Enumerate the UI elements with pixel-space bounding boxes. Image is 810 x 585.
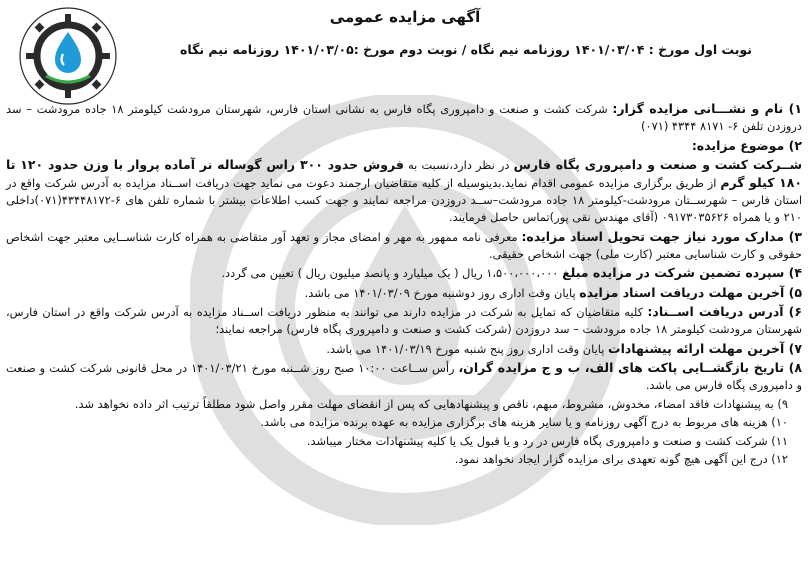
- publication-dates: نوبت اول مورخ : ۱۴۰۱/۰۳/۰۴ روزنامه نیم نگاه / نوبت دوم مورخ :۱۴۰۱/۰۳/۰۵ روزنامه نیم نگاه: [180, 42, 752, 57]
- section-4-label: ۴) سپرده تضمین شرکت در مزایده مبلغ: [562, 265, 802, 280]
- section-6-text: کلیه متقاضیان که تمایل به شرکت در مزایده دارند می توانند به منظور دریافت اســناد مزایده به آدرس شرکت واقع در استان فارس، شهرستان مرودشت کیلومتر ۱۸ جاده مرودشت – سد دروزدن (شرکت کشت و صنعت و دامپروری پگاه فارس) مراجعه نمایند؛: [6, 305, 802, 336]
- section-6-label: ۶) آدرس دریافت اســناد:: [647, 304, 802, 319]
- section-6: [6, 303, 802, 338]
- section-1: [6, 100, 802, 135]
- section-7-label: ۷) آخرین مهلت ارائه پیشنهادات: [608, 340, 802, 356]
- section-8-label: ۸) تاریخ بازگشــایی پاکت های الف، ب و ج مزایده گران،: [458, 360, 803, 375]
- section-3-text: معرفی نامه ممهور به مهر و امضای مجاز و تعهد آور متقاضی به همراه کارت شناســایی معتبر جهت اشخاص حقوقی و کارت شناسایی معتبر (کارت ملی) جهت اشخاص حقیقی.: [6, 229, 802, 261]
- section-2-label-line: [6, 137, 802, 155]
- section-8-text: رأس ســاعت ۱۰:۰۰ صبح روز شــنبه مورخ ۱۴۰۱/۰۳/۲۱ در محل قانونی شرکت کشت و صنعت و دامپروری پگاه فارس می باشد.: [6, 361, 802, 392]
- section-1-text: شرکت کشت و صنعت و دامپروری پگاه فارس به نشانی استان فارس، شهرستان مرودشت کیلومتر ۱۸ جاده مرودشت – سد دروزدن تلفن ۶- ۸۱۷۱ ۴۳۴۴ (۰۷۱): [6, 102, 802, 133]
- section-5-text: پایان وقت اداری روز دوشنبه مورخ ۱۴۰۱/۰۳/۰۹ می باشد.: [304, 285, 580, 300]
- section-2-mid: در نظر دارد،نسبت به: [403, 158, 514, 172]
- section-11: ۱۱) شرکت کشت و صنعت و دامپروری پگاه فارس در رد و یا قبول یک یا کلیه پیشنهادات مختار میباشد.: [306, 433, 788, 448]
- section-2-company: شــرکت کشت و صنعت و دامپروری پگاه فارس: [513, 157, 802, 172]
- section-5-label: ۵) آخرین مهلت دریافت اسناد مزایده: [579, 284, 802, 300]
- section-5: [6, 284, 802, 302]
- section-3: [6, 228, 802, 263]
- section-7-text: پایان وقت اداری روز پنج شنبه مورخ ۱۴۰۱/۰۳/۱۹ می باشد.: [326, 341, 609, 356]
- section-1-label: ۱) نام و نشـــانی مزایده گزار:: [612, 101, 802, 116]
- section-3-label: ۳) مدارک مورد نیاز جهت تحویل اسناد مزایده:: [521, 228, 802, 244]
- notice-body: [6, 100, 802, 470]
- section-4-text: ۱،۵۰۰،۰۰۰،۰۰۰ ریال ( یک میلیارد و پانصد میلیون ریال ) تعیین می گردد.: [221, 266, 563, 280]
- section-2: [6, 156, 802, 226]
- section-12: ۱۲) درج این آگهی هیچ گونه تعهدی برای مزایده گزار ایجاد نخواهد نمود.: [454, 452, 788, 466]
- section-9: ۹) به پیشنهادات فاقد امضاء، مخدوش، مشروط، مبهم، ناقص و پیشنهادهایی که پس از انقضای مهلت مقرر واصل شود مطلقاً ترتیب اثر داده نخواهد شد.: [74, 396, 788, 411]
- section-2-text: از طریق برگزاری مزایده عمومی اقدام نماید.بدینوسیله از کلیه متقاضیان ارجمند دعوت می نماید جهت دریافت اســناد مزایده به آدرس شرکت واقع در استان فارس – شهرســتان مرودشت-کیلومتر ۱۸ جاده مرودشت–ســد دروزدن مراجعه نمایند و جهت کسب اطلاعات بیشتر با شماره تلفن های ۶-۴۳۴۴۸۱۷۲(۰۷۱)داخلی ۲۱۰ و یا همراه ۰۹۱۷۳۰۳۵۶۲۶ (آقای مهندس نقی پور)تماس حاصل فرمایند.: [6, 176, 802, 224]
- section-2-label: ۲) موضوع مزایده:: [691, 137, 802, 153]
- notice-title: آگهی مزایده عمومی: [329, 8, 481, 26]
- section-4: [6, 264, 802, 282]
- section-10: ۱۰) هزینه های مربوط به درج آگهی روزنامه و یا سایر هزینه های برگزاری مزایده به عهده برنده مزایده می باشد.: [260, 415, 788, 429]
- section-8: [6, 359, 802, 394]
- section-2-subject: فروش حدود ۳۰۰ راس گوساله نر آماده پروار با وزن حدود ۱۲۰ تا ۱۸۰ کیلو گرم: [6, 157, 802, 190]
- section-7: [6, 340, 802, 358]
